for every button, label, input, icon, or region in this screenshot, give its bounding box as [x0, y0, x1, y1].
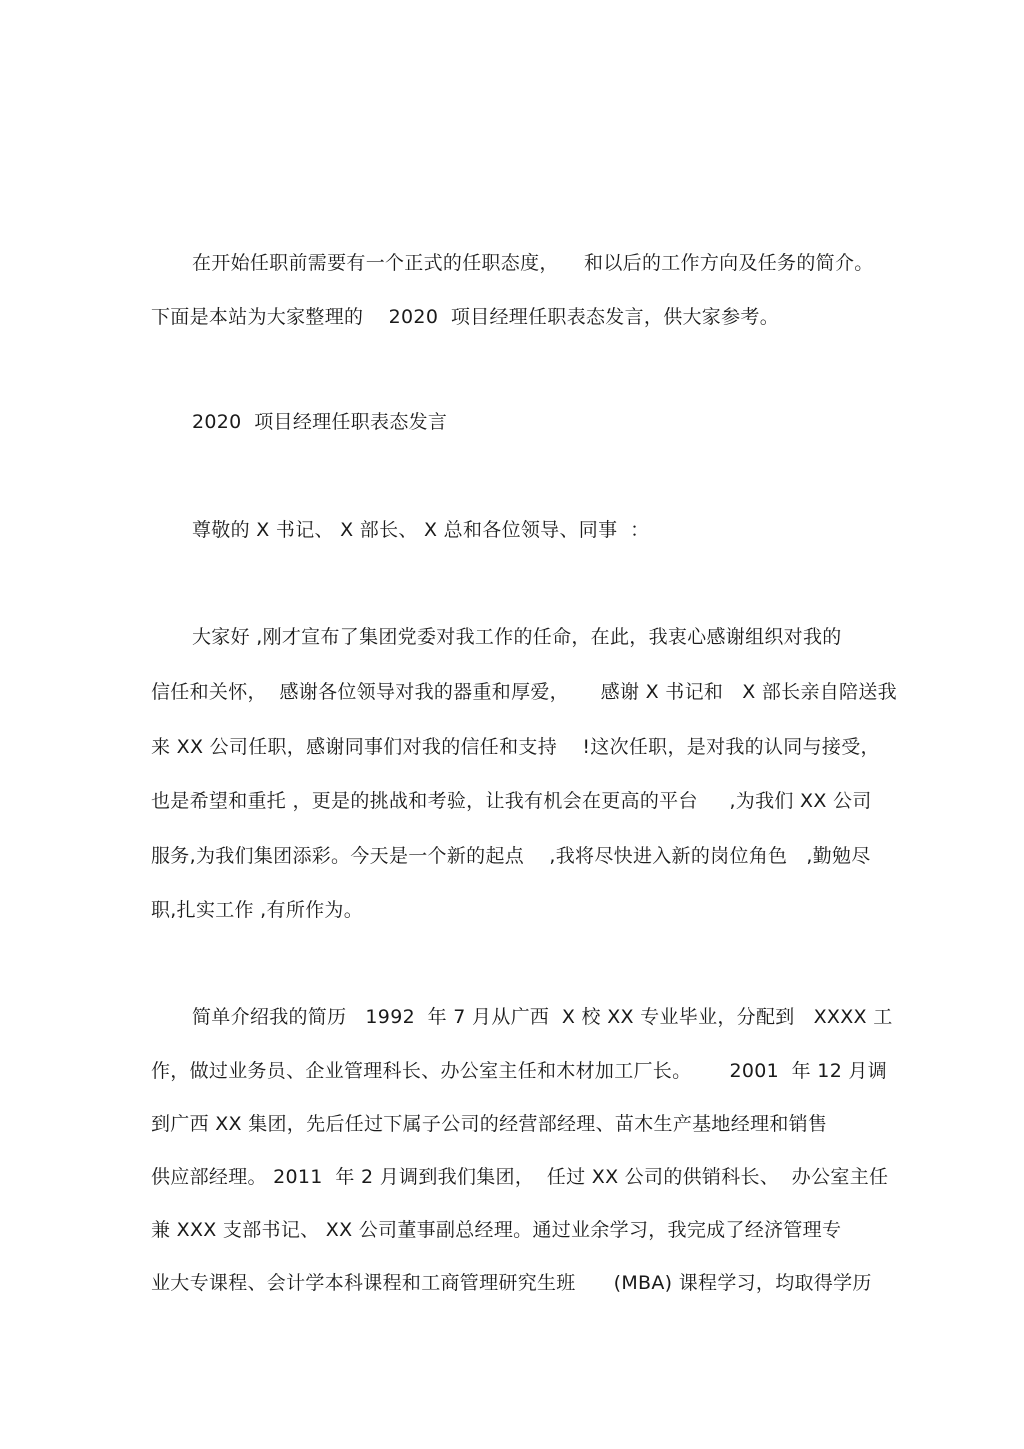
intro-line-2: 下面是本站为大家整理的 2020 项目经理任职表态发言，供大家参考。 — [151, 306, 779, 328]
paragraph2-line-6: 业大专课程、会计学本科课程和工商管理研究生班 (MBA) 课程学习，均取得学历 — [151, 1272, 872, 1294]
paragraph2-line-4: 供应部经理。 2011 年 2 月调到我们集团， 任过 XX 公司的供销科长、 办公室主任 — [151, 1166, 889, 1188]
paragraph2-line-1: 简单介绍我的简历 1992 年 7 月从广西 X 校 XX 专业毕业，分配到 XXXX 工 — [192, 1006, 893, 1028]
paragraph1-line-3: 来 XX 公司任职，感谢同事们对我的信任和支持 !这次任职，是对我的认同与接受， — [151, 736, 880, 758]
paragraph2-line-3: 到广西 XX 集团，先后任过下属子公司的经营部经理、苗木生产基地经理和销售 — [151, 1113, 828, 1135]
paragraph2-line-2: 作，做过业务员、企业管理科长、办公室主任和木材加工厂长。 2001 年 12 月调 — [151, 1060, 888, 1082]
paragraph1-line-1: 大家好 ,刚才宣布了集团党委对我工作的任命，在此，我衷心感谢组织对我的 — [192, 626, 842, 648]
document-title: 2020 项目经理任职表态发言 — [192, 411, 448, 433]
intro-line-1: 在开始任职前需要有一个正式的任职态度， 和以后的工作方向及任务的简介。 — [192, 252, 874, 274]
salutation: 尊敬的 X 书记、 X 部长、 X 总和各位领导、同事 ： — [192, 519, 650, 541]
paragraph1-line-5: 服务,为我们集团添彩。今天是一个新的起点 ,我将尽快进入新的岗位角色 ,勤勉尽 — [151, 845, 871, 867]
paragraph1-line-6: 职,扎实工作 ,有所作为。 — [151, 899, 364, 921]
paragraph1-line-2: 信任和关怀， 感谢各位领导对我的器重和厚爱， 感谢 X 书记和 X 部长亲自陪送我 — [151, 681, 897, 703]
paragraph2-line-5: 兼 XXX 支部书记、 XX 公司董事副总经理。通过业余学习，我完成了经济管理专 — [151, 1219, 842, 1241]
paragraph1-line-4: 也是希望和重托 ，更是的挑战和考验，让我有机会在更高的平台 ,为我们 XX 公司 — [151, 790, 872, 812]
